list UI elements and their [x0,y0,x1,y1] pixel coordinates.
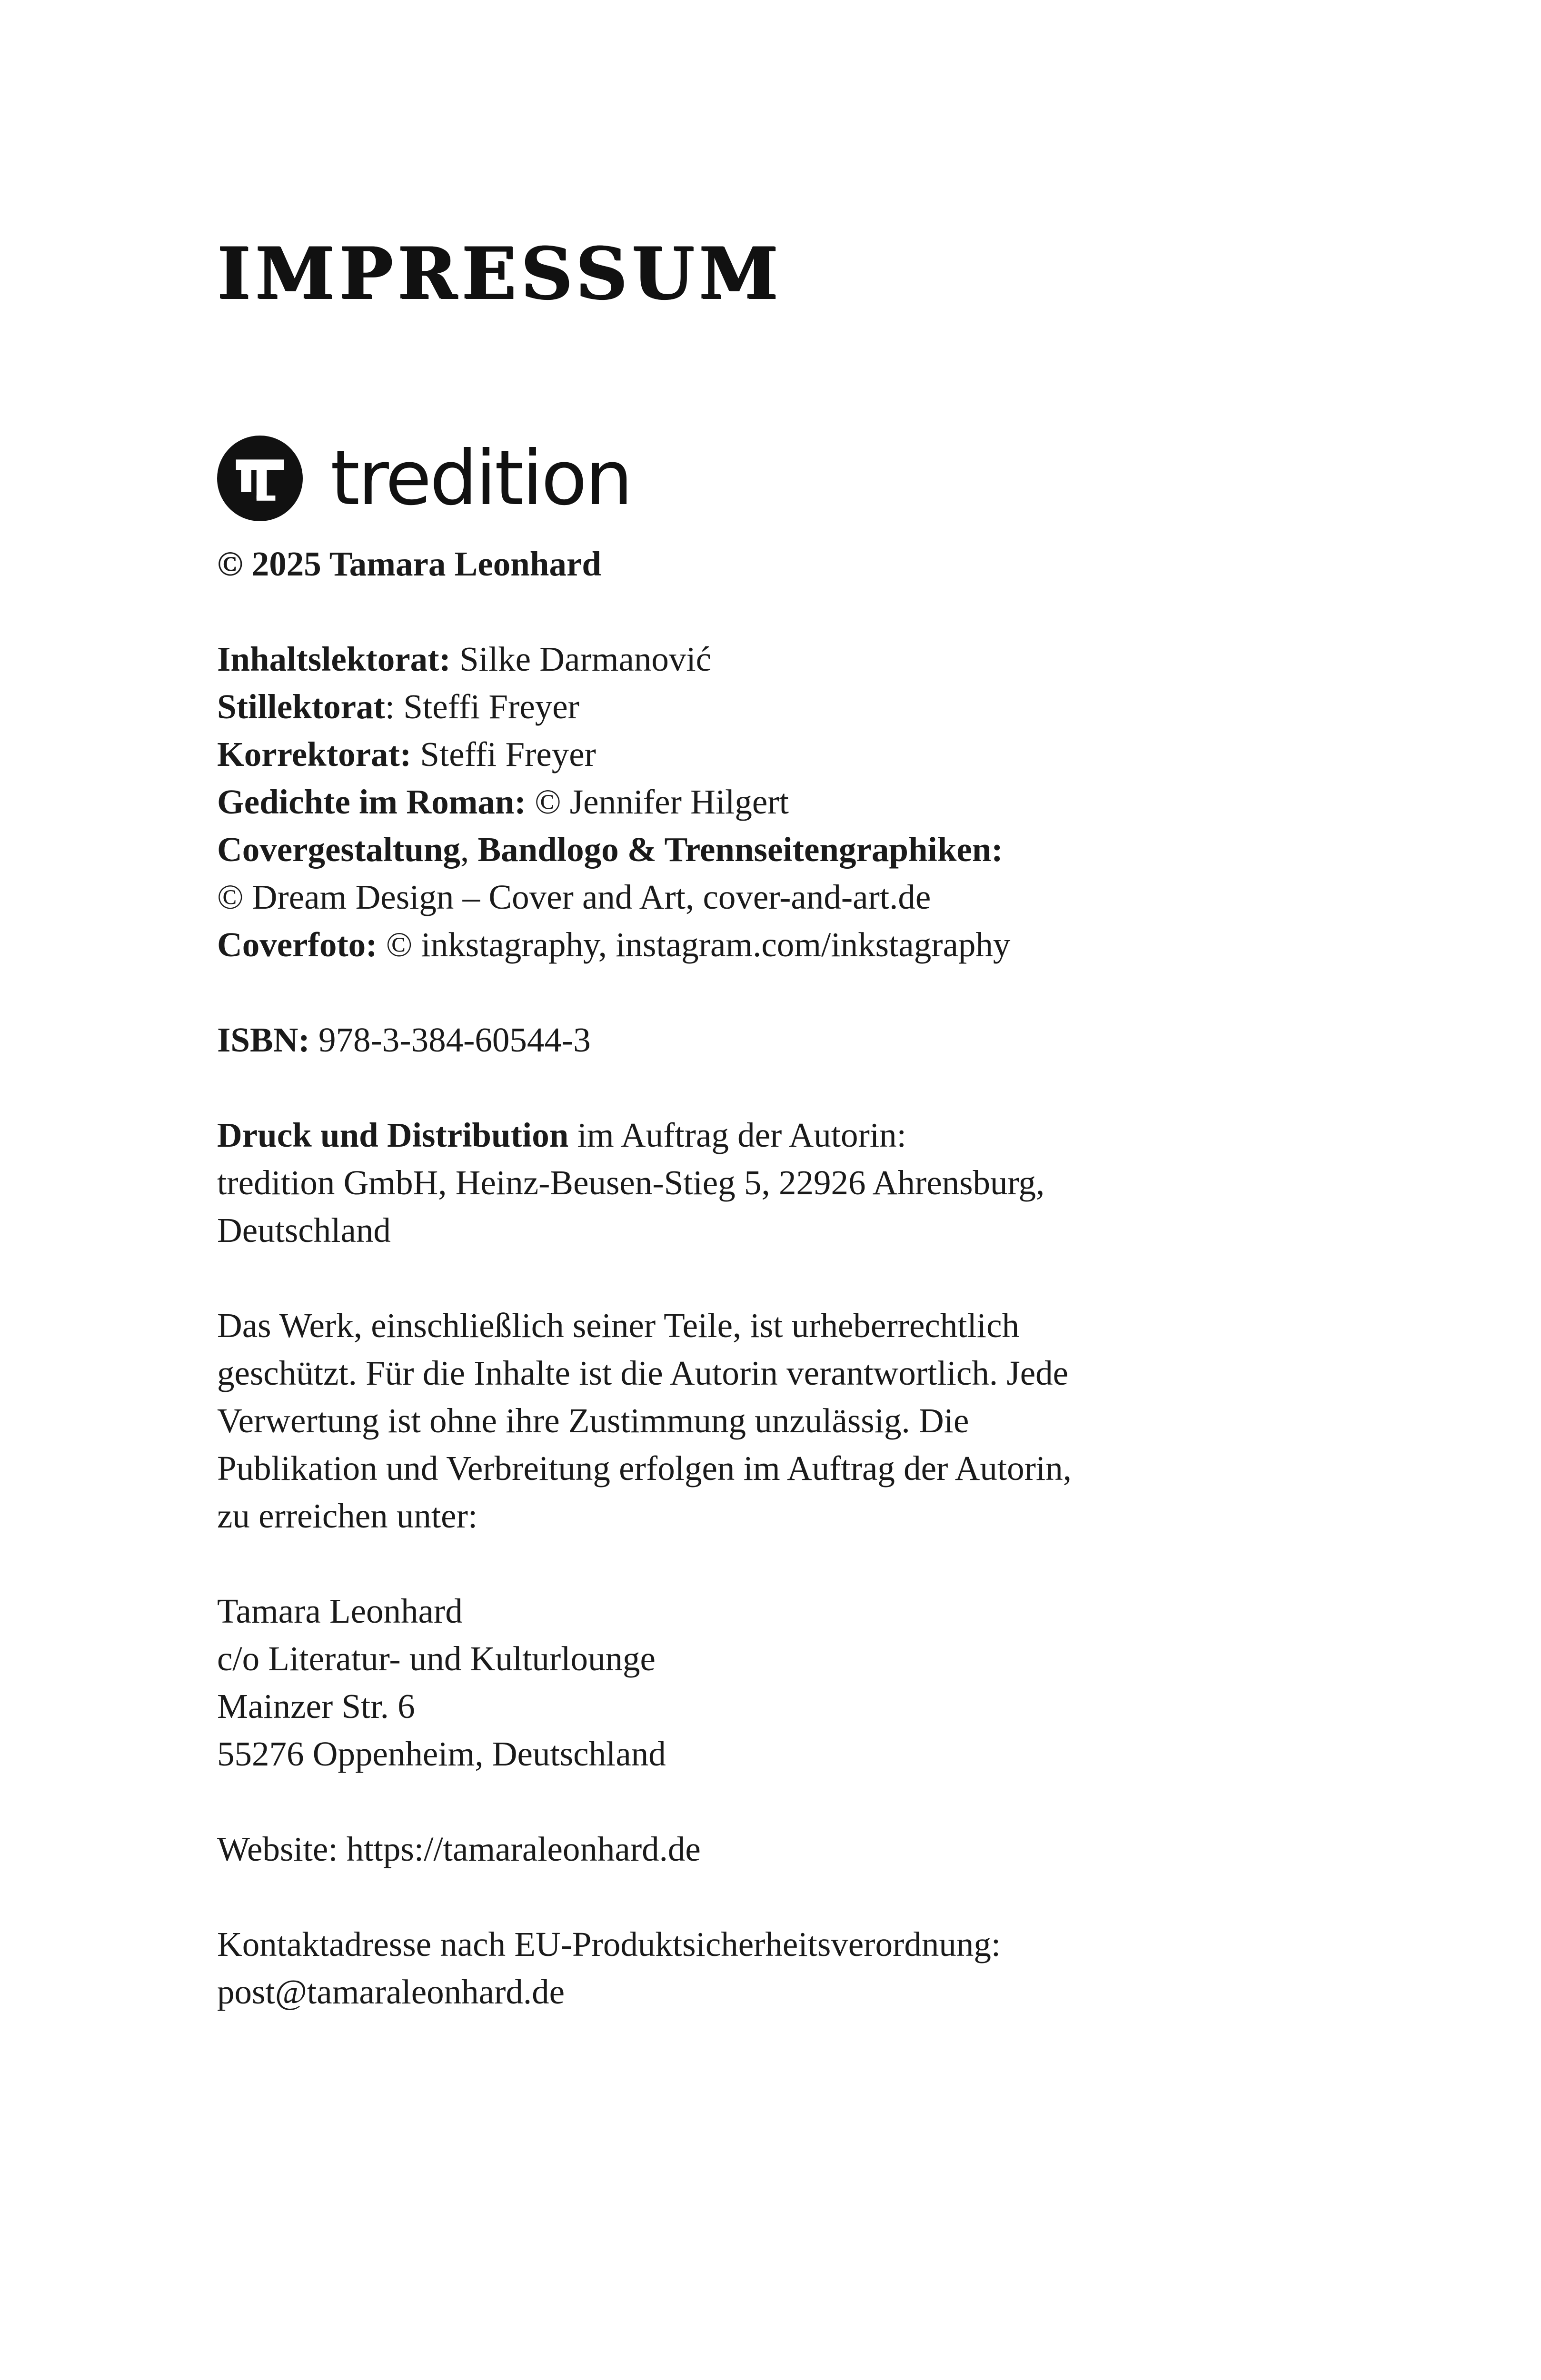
rights-line: Verwertung ist ohne ihre Zustimmung unzulässig. Die [217,1401,969,1440]
address-line: 55276 Oppenheim, Deutschland [217,1735,666,1773]
credit-label: Coverfoto: [217,925,378,964]
copyright-notice [217,540,1360,588]
credit-value: © Jennifer Hilgert [526,783,789,821]
print-line-3: Deutschland [217,1211,391,1250]
print-line-2: tredition GmbH, Heinz-Beusen-Stieg 5, 22926 Ahrensburg, [217,1163,1045,1202]
credit-value: Steffi Freyer [411,735,596,774]
print-line-1: im Auftrag der Autorin: [568,1116,906,1154]
page-title: IMPRESSUM [217,232,783,316]
credit-poems [217,778,1360,826]
tredition-t-icon [217,436,303,521]
author-address [217,1587,1360,1778]
print-label: Druck und Distribution [217,1116,569,1154]
copyright-text: © 2025 Tamara Leonhard [217,545,601,583]
credit-label: Covergestaltung [217,830,460,869]
credit-label: Inhaltslektorat: [217,640,451,678]
credit-cover-photo [217,921,1360,969]
credit-value: : Steffi Freyer [385,687,579,726]
isbn-line [217,1016,1360,1064]
rights-notice [217,1302,1360,1540]
address-line: c/o Literatur- und Kulturlounge [217,1639,656,1678]
credit-label: Stillektorat [217,687,385,726]
rights-line: Publikation und Verbreitung erfolgen im Auftrag der Autorin, [217,1449,1072,1488]
website-text: Website: https://tamaraleonhard.de [217,1830,701,1868]
address-line: Tamara Leonhard [217,1592,463,1630]
publisher-logo [217,436,631,521]
credit-cover-design [217,826,1360,873]
credit-content-edit [217,635,1360,683]
contact-address [217,1921,1360,2016]
rights-line: zu erreichen unter: [217,1497,478,1535]
isbn-value: 978-3-384-60544-3 [309,1021,591,1059]
credit-label: Bandlogo & Trennseitengraphiken: [469,830,1003,869]
address-line: Mainzer Str. 6 [217,1687,415,1726]
publisher-logo-text: tredition [330,435,631,522]
credit-cover-design-value: © Dream Design – Cover and Art, cover-and-art.de [217,878,931,916]
credit-separator: , [460,830,469,869]
credit-label: Gedichte im Roman: [217,783,526,821]
rights-line: geschützt. Für die Inhalte ist die Autorin verantwortlich. Jede [217,1354,1069,1392]
website-line [217,1825,1360,1873]
contact-line-1: Kontaktadresse nach EU-Produktsicherheitsverordnung: [217,1925,1001,1964]
credit-style-edit [217,683,1360,731]
credit-value: Silke Darmanović [450,640,712,678]
isbn-label: ISBN: [217,1021,310,1059]
contact-email: post@tamaraleonhard.de [217,1973,565,2011]
credit-label: Korrektorat: [217,735,412,774]
print-distribution [217,1111,1360,1254]
credits-list [217,635,1360,969]
credit-value: © inkstagraphy, instagram.com/inkstagraphy [377,925,1011,964]
credit-proofread [217,731,1360,778]
rights-line: Das Werk, einschließlich seiner Teile, ist urheberrechtlich [217,1306,1019,1345]
